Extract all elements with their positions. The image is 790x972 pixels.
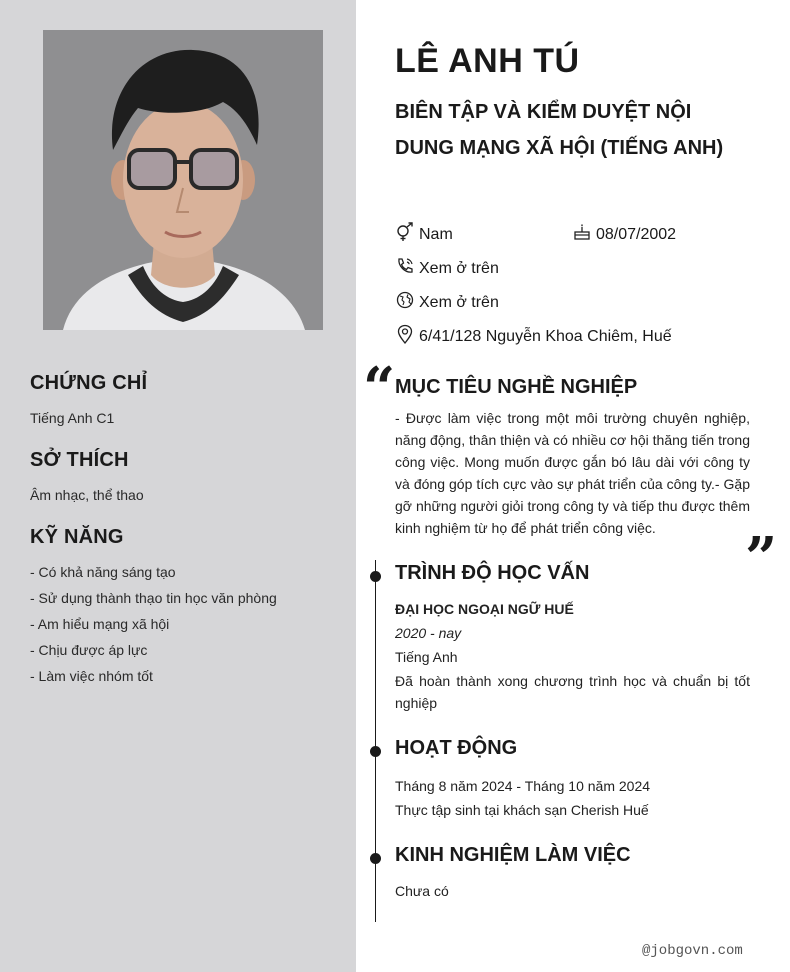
gender-row bbox=[395, 222, 453, 247]
education-description: Đã hoàn thành xong chương trình học và chuẩn bị tốt nghiệp bbox=[395, 673, 750, 711]
activities-description: Thực tập sinh tại khách sạn Cherish Huế bbox=[395, 802, 649, 818]
gender-icon bbox=[395, 222, 415, 247]
candidate-name: LÊ ANH TÚ bbox=[395, 42, 580, 80]
skill-item: - Chịu được áp lực bbox=[30, 642, 148, 658]
globe-icon bbox=[395, 290, 415, 315]
activities-period: Tháng 8 năm 2024 - Tháng 10 năm 2024 bbox=[395, 778, 651, 794]
website-row bbox=[395, 290, 499, 315]
phone-icon bbox=[395, 256, 415, 281]
timeline-dot bbox=[370, 571, 381, 582]
certificates-section bbox=[30, 372, 330, 431]
phone-row bbox=[395, 256, 499, 281]
quote-close-icon: ” bbox=[745, 525, 778, 591]
certificate-item: Tiếng Anh C1 bbox=[30, 410, 115, 426]
timeline-dot bbox=[370, 746, 381, 757]
education-school: ĐẠI HỌC NGOẠI NGỮ HUẾ bbox=[395, 601, 574, 617]
skill-item: - Làm việc nhóm tốt bbox=[30, 668, 153, 684]
activities-title: HOẠT ĐỘNG bbox=[395, 737, 518, 759]
skills-section bbox=[30, 526, 330, 689]
phone-value: Xem ở trên bbox=[419, 259, 499, 277]
education-major: Tiếng Anh bbox=[395, 649, 458, 665]
objective-text: - Được làm việc trong một môi trường chuyên nghiệp, năng động, thân thiện và có nhiều cơ hội thăng tiến trong công việc. Mong muốn được gắn bó lâu dài với công ty và đóng góp tích cực vào sự phát triển của công ty.- Gặp gỡ những người giỏi trong công ty và tiếp thu được thêm kinh nghiệm từ họ để phát triển công việc. bbox=[395, 410, 750, 536]
hobby-item: Âm nhạc, thể thao bbox=[30, 487, 144, 503]
address-value: 6/41/128 Nguyễn Khoa Chiêm, Huế bbox=[419, 327, 672, 345]
sidebar bbox=[0, 0, 356, 972]
skill-item: - Sử dụng thành thạo tin học văn phòng bbox=[30, 590, 277, 606]
birthdate-value: 08/07/2002 bbox=[596, 225, 677, 243]
experience-title: KINH NGHIỆM LÀM VIỆC bbox=[395, 844, 631, 866]
timeline-dot bbox=[370, 853, 381, 864]
certificates-title: CHỨNG CHỈ bbox=[30, 372, 148, 394]
watermark: @jobgovn.com bbox=[642, 943, 743, 959]
website-value: Xem ở trên bbox=[419, 293, 499, 311]
quote-open-icon: “ bbox=[363, 355, 396, 421]
skill-item: - Có khả năng sáng tạo bbox=[30, 564, 176, 580]
birthdate-row bbox=[572, 222, 676, 247]
gender-value: Nam bbox=[419, 225, 453, 243]
address-row bbox=[395, 324, 672, 349]
experience-description: Chưa có bbox=[395, 883, 449, 899]
location-pin-icon bbox=[395, 324, 415, 349]
skills-title: KỸ NĂNG bbox=[30, 526, 124, 548]
education-period: 2020 - nay bbox=[395, 625, 462, 641]
skill-item: - Am hiểu mạng xã hội bbox=[30, 616, 170, 632]
objective-title: MỤC TIÊU NGHỀ NGHIỆP bbox=[395, 376, 638, 398]
timeline-line bbox=[375, 560, 376, 922]
profile-photo bbox=[43, 30, 323, 330]
education-title: TRÌNH ĐỘ HỌC VẤN bbox=[395, 562, 590, 584]
birthday-cake-icon bbox=[572, 222, 592, 247]
job-title: BIÊN TẬP VÀ KIỂM DUYỆT NỘI DUNG MẠNG XÃ HỘI (TIẾNG ANH) bbox=[395, 101, 724, 159]
hobbies-section bbox=[30, 449, 330, 508]
hobbies-title: SỞ THÍCH bbox=[30, 449, 129, 471]
